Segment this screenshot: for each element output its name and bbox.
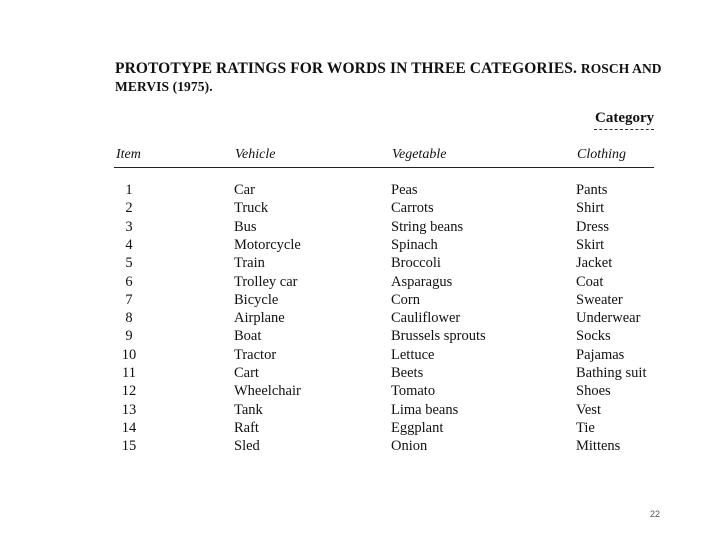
vehicle-cell: Raft <box>234 419 259 436</box>
item-cell: 1 <box>125 182 133 198</box>
table-row <box>0 346 720 364</box>
table-row <box>0 437 720 455</box>
table-row <box>0 218 720 236</box>
header-rule <box>114 167 654 168</box>
item-cell: 5 <box>125 255 133 272</box>
title-authors-line2: MERVIS (1975). <box>115 79 213 94</box>
category-underline <box>594 129 654 130</box>
vegetable-cell: String beans <box>391 218 464 235</box>
clothing-cell: Tie <box>576 419 595 436</box>
clothing-cell: Bathing suit <box>576 365 647 381</box>
clothing-cell: Dress <box>576 218 610 235</box>
item-cell: 10 <box>121 346 137 363</box>
clothing-cell: Pajamas <box>576 346 625 363</box>
clothing-cell: Sweater <box>576 291 623 308</box>
vehicle-cell: Wheelchair <box>234 383 301 400</box>
vehicle-cell: Bus <box>234 218 257 235</box>
table-title <box>115 60 675 96</box>
item-cell: 13 <box>121 401 137 418</box>
page-number: 22 <box>650 509 661 519</box>
vehicle-cell: Trolley car <box>234 273 298 290</box>
clothing-cell: Jacket <box>576 255 613 272</box>
item-cell: 12 <box>121 383 137 400</box>
vehicle-cell: Motorcycle <box>234 236 301 253</box>
clothing-cell: Coat <box>576 273 604 290</box>
table-row <box>0 309 720 327</box>
table-row <box>0 401 720 419</box>
table-row <box>0 327 720 345</box>
item-cell: 9 <box>125 328 133 345</box>
vehicle-cell: Cart <box>234 365 259 381</box>
item-cell: 11 <box>122 365 136 381</box>
item-cell: 8 <box>125 310 133 327</box>
vegetable-cell: Lettuce <box>391 346 435 363</box>
table-row <box>0 181 720 199</box>
header-item: Item <box>116 147 141 162</box>
vehicle-cell: Bicycle <box>234 291 279 308</box>
clothing-cell: Skirt <box>576 236 605 253</box>
item-cell: 6 <box>125 273 133 290</box>
vehicle-cell: Tank <box>234 401 263 418</box>
vegetable-cell: Beets <box>391 365 424 381</box>
item-cell: 2 <box>125 200 133 217</box>
vegetable-cell: Peas <box>391 182 418 198</box>
vegetable-cell: Carrots <box>391 200 434 217</box>
clothing-cell: Mittens <box>576 438 621 455</box>
vehicle-cell: Sled <box>234 438 260 455</box>
vehicle-cell: Tractor <box>234 346 277 363</box>
table-row <box>0 273 720 291</box>
vegetable-cell: Lima beans <box>391 401 459 418</box>
item-cell: 14 <box>121 419 137 436</box>
table-row <box>0 236 720 254</box>
table-row <box>0 254 720 272</box>
category-label: Category <box>595 110 655 126</box>
vegetable-cell: Tomato <box>391 383 436 400</box>
title-authors-line1: ROSCH AND <box>580 61 662 76</box>
vehicle-cell: Boat <box>234 328 262 345</box>
clothing-cell: Vest <box>576 401 601 418</box>
table-row <box>0 364 720 382</box>
vegetable-cell: Corn <box>391 291 420 308</box>
table-row <box>0 419 720 437</box>
title-main: PROTOTYPE RATINGS FOR WORDS IN THREE CATEGORIES. <box>115 60 577 77</box>
vehicle-cell: Airplane <box>234 310 285 327</box>
header-vehicle: Vehicle <box>235 147 276 162</box>
table-row <box>0 382 720 400</box>
item-cell: 15 <box>121 438 137 455</box>
table-row <box>0 291 720 309</box>
item-cell: 7 <box>125 291 133 308</box>
item-cell: 4 <box>125 236 133 253</box>
vehicle-cell: Car <box>234 182 255 198</box>
vegetable-cell: Brussels sprouts <box>391 328 486 345</box>
vehicle-cell: Train <box>234 255 265 272</box>
vegetable-cell: Onion <box>391 438 428 455</box>
clothing-cell: Pants <box>576 182 608 198</box>
vegetable-cell: Spinach <box>391 236 438 253</box>
vegetable-cell: Broccoli <box>391 255 441 272</box>
header-clothing: Clothing <box>577 147 627 162</box>
vegetable-cell: Asparagus <box>391 273 453 290</box>
clothing-cell: Shirt <box>576 200 605 217</box>
item-cell: 3 <box>125 218 133 235</box>
vehicle-cell: Truck <box>234 200 269 217</box>
clothing-cell: Shoes <box>576 383 611 400</box>
clothing-cell: Socks <box>576 328 611 345</box>
vegetable-cell: Cauliflower <box>391 310 461 327</box>
clothing-cell: Underwear <box>576 310 641 327</box>
table-row <box>0 199 720 217</box>
vegetable-cell: Eggplant <box>391 419 444 436</box>
header-vegetable: Vegetable <box>392 147 447 162</box>
